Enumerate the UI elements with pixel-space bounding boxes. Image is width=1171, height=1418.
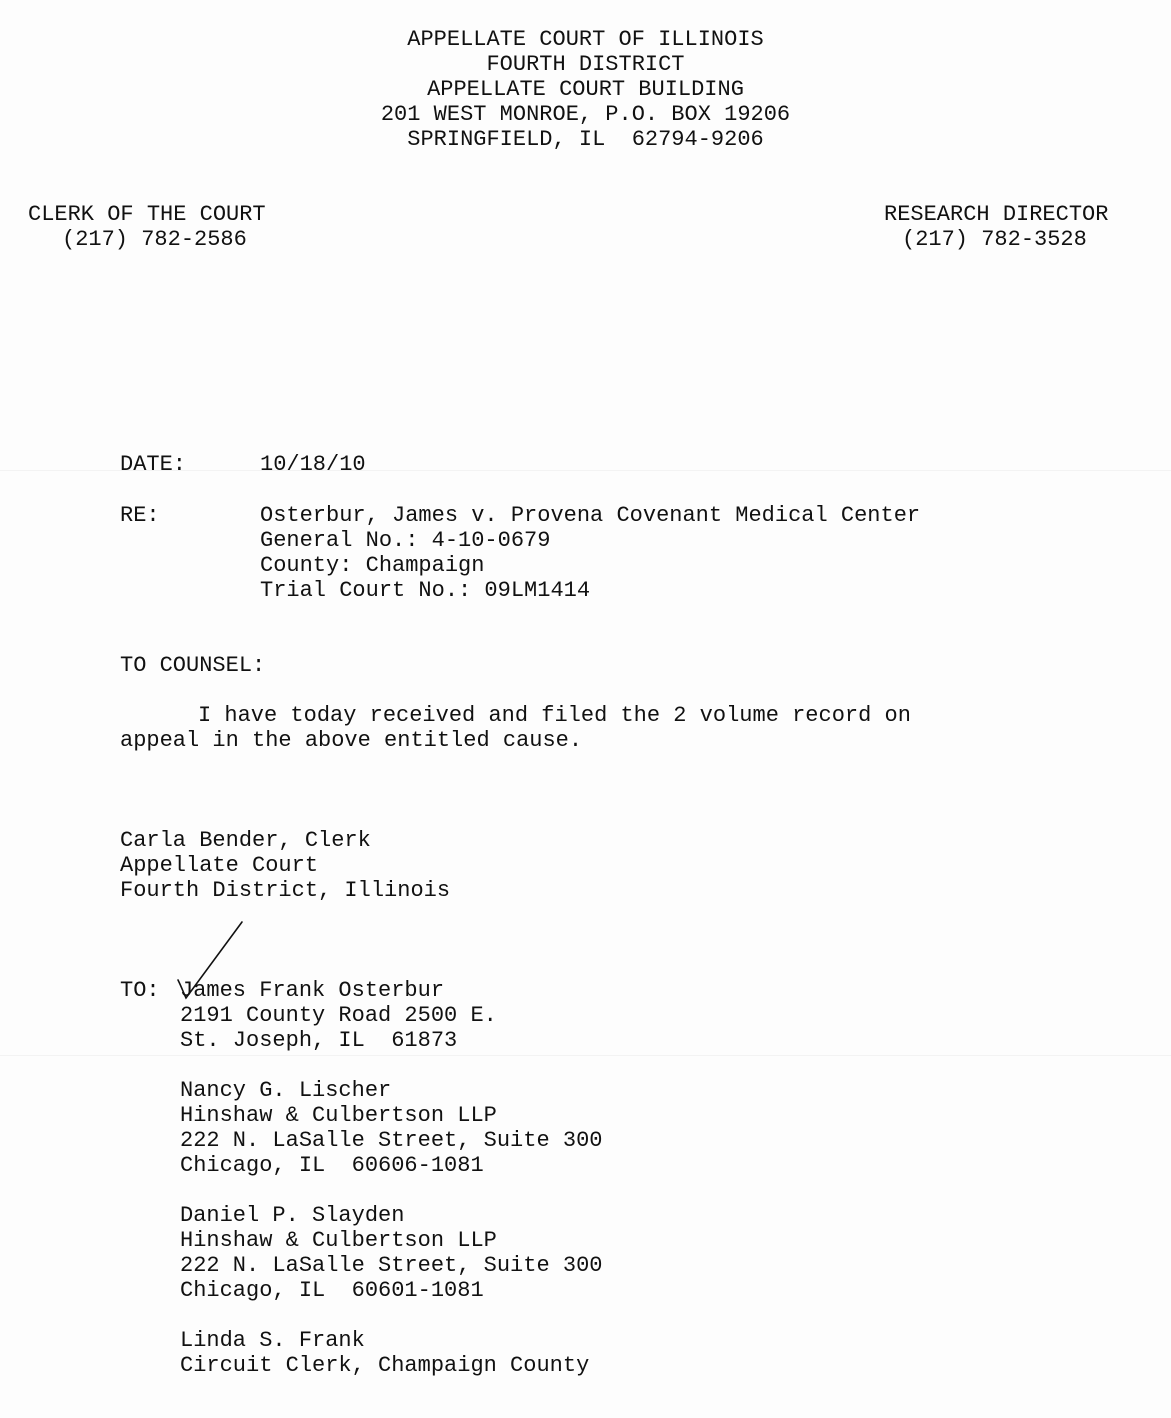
letterhead-district: FOURTH DISTRICT xyxy=(486,52,685,77)
clerk-phone: (217) 782-2586 xyxy=(62,227,247,252)
recipient-name: James Frank Osterbur xyxy=(180,978,445,1003)
recipient-title: Circuit Clerk, Champaign County xyxy=(180,1353,590,1378)
paper-fold-line xyxy=(0,1055,1171,1056)
re-trial-court-number: Trial Court No.: 09LM1414 xyxy=(260,578,591,603)
research-title: RESEARCH DIRECTOR xyxy=(884,202,1109,227)
body-line-2: appeal in the above entitled cause. xyxy=(120,728,583,753)
recipient-name: Daniel P. Slayden xyxy=(180,1203,405,1228)
to-label: TO: xyxy=(120,978,160,1003)
re-general-number: General No.: 4-10-0679 xyxy=(260,528,551,553)
recipient-address-line: 222 N. LaSalle Street, Suite 300 xyxy=(180,1128,603,1153)
letterhead xyxy=(0,27,1171,152)
recipient-address-line: 2191 County Road 2500 E. xyxy=(180,1003,497,1028)
re-county: County: Champaign xyxy=(260,553,485,578)
signature-name: Carla Bender, Clerk xyxy=(120,828,371,853)
letterhead-city: SPRINGFIELD, IL 62794-9206 xyxy=(407,127,764,152)
re-label: RE: xyxy=(120,503,160,528)
re-case-title: Osterbur, James v. Provena Covenant Medical Center xyxy=(260,503,921,528)
recipient-address-line: St. Joseph, IL 61873 xyxy=(180,1028,458,1053)
signature-district: Fourth District, Illinois xyxy=(120,878,451,903)
to-counsel-heading: TO COUNSEL: xyxy=(120,653,266,678)
recipient-firm: Hinshaw & Culbertson LLP xyxy=(180,1228,497,1253)
letterhead-street: 201 WEST MONROE, P.O. BOX 19206 xyxy=(380,102,791,127)
body-line-1: I have today received and filed the 2 volume record on xyxy=(198,703,911,728)
date-value: 10/18/10 xyxy=(260,452,366,477)
recipient-address-line: 222 N. LaSalle Street, Suite 300 xyxy=(180,1253,603,1278)
research-phone: (217) 782-3528 xyxy=(902,227,1087,252)
recipient-address-line: Chicago, IL 60601-1081 xyxy=(180,1278,484,1303)
signature-court: Appellate Court xyxy=(120,853,319,878)
recipient-address-line: Chicago, IL 60606-1081 xyxy=(180,1153,484,1178)
recipient-name: Linda S. Frank xyxy=(180,1328,365,1353)
letterhead-court-name: APPELLATE COURT OF ILLINOIS xyxy=(407,27,764,52)
letterhead-building: APPELLATE COURT BUILDING xyxy=(427,77,744,102)
recipient-name: Nancy G. Lischer xyxy=(180,1078,392,1103)
date-label: DATE: xyxy=(120,452,187,477)
clerk-title: CLERK OF THE COURT xyxy=(28,202,266,227)
recipient-firm: Hinshaw & Culbertson LLP xyxy=(180,1103,497,1128)
